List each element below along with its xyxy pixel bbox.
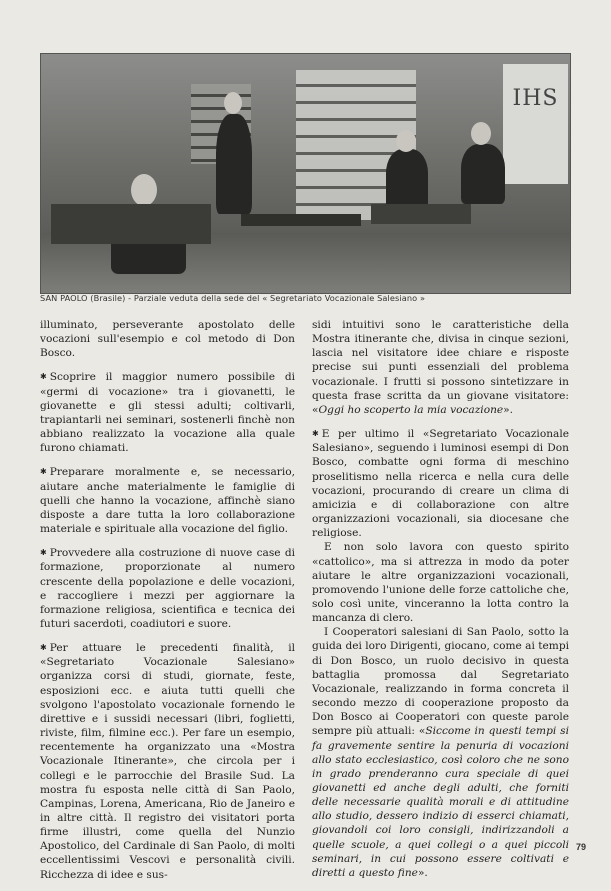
left-column [40, 318, 295, 882]
bullet-icon: ✱ [40, 467, 47, 477]
seated-man-center [386, 149, 428, 209]
head-center [396, 130, 416, 152]
desk-left [51, 204, 211, 244]
paragraph: E non solo lavora con questo spirito «cattolico», ma si attrezza in modo da poter aiutare le altre organizzazioni vocazionali, promovendo l'unione delle forze cattoliche che, solo così unite, vinceranno la lotta contro la mancanza di clero. [312, 541, 569, 625]
banner-text: IHS [512, 86, 559, 111]
head-standing [224, 92, 242, 114]
standing-man [216, 114, 252, 214]
photograph [40, 53, 571, 294]
quote-italic: Siccome in questi tempi si fa gravemente sentire la penuria di vocazioni allo stato ecclesiastico, così coloro che ne sono in grado prenderanno cura speciale di quei giovanetti ed anche degli adulti, che forniti delle necessarie qualità morali e di attitudine allo studio, dessero indizio di esserci chiamati, giovandoli coi loro consigli, indirizzandoli a quelle scuole, a quei collegi o a quei piccoli seminari, in cui possono essere coltivati e diretti a questo fine [312, 725, 569, 879]
paragraph-text: Preparare moralmente e, se necessario, aiutare anche materialmente le famiglie di quelli che hanno la vocazione, affinchè siano disposte a dare tutta la loro collaborazione materiale e spirituale alla vocazione del figlio. [40, 466, 295, 536]
bullet-paragraph [40, 546, 295, 631]
bullet-paragraph [40, 465, 295, 536]
paragraph-text: Scoprire il maggior numero possibile di «germi di vocazione» tra i giovanetti, le giovanette e gli stessi adulti; coltivarli, trapiantarli nei seminari, sostenerli finchè non abbiano realizzato la vocazione alla quale furono chiamati. [40, 371, 295, 455]
paragraph [312, 625, 569, 880]
ihs-banner [503, 64, 568, 184]
bullet-icon: ✱ [312, 429, 319, 439]
quote-italic: Oggi ho scoperto la mia vocazione [318, 403, 504, 416]
head-left [131, 174, 157, 206]
quote-end: ». [417, 866, 428, 879]
paragraph [312, 318, 569, 417]
bullet-icon: ✱ [40, 548, 47, 558]
quote-end: ». [503, 403, 514, 416]
paragraph-text: Provvedere alla costruzione di nuove case di formazione, proporzionate al numero crescente della popolazione e delle vocazioni, e raccogliere i mezzi per aggiornare la formazione religiosa, scientifica e tecnica dei futuri sacerdoti, coadiutori e suore. [40, 547, 295, 630]
right-column [312, 318, 569, 880]
page-number: 79 [576, 842, 587, 852]
paragraph-text: I Cooperatori salesiani di San Paolo, sotto la guida dei loro Dirigenti, giocano, come ai tempi di Don Bosco, un ruolo decisivo in questa battaglia promossa dal Segretariato Vocazionale, realizzando in forma concreta il secondo mezzo di cooperazione proposto da Don Bosco ai Cooperatori con queste parole sempre più attuali: « [312, 626, 569, 738]
bullet-icon: ✱ [40, 372, 47, 382]
desk-middle [241, 214, 361, 226]
bullet-paragraph [40, 370, 295, 455]
seated-man-right [461, 144, 505, 204]
paragraph-text: Per attuare le precedenti finalità, il «Segretariato Vocazionale Salesiano» organizza corsi di studi, giornate, feste, esposizioni ecc. e aiuta tutti quelli che svolgono l'apostolato vocazionale fornendo le direttive e i sussidi necessari (libri, foglietti, riviste, film, filmine ecc.). Per fare un esempio, recentemente ha organizzato una «Mostra Vocazionale Itinerante», che circola per i collegi e le parrocchie del Brasile Sud. La mostra fu esposta nelle città di San Paolo, Campinas, Lorena, Americana, Rio de Janeiro e in altre città. Il registro dei visitatori porta firme illustri, come quella del Nunzio Apostolico, del Cardinale di San Paolo, di molti eccellentissimi Vescovi e personalità civili. Ricchezza di idee e sus- [40, 642, 295, 881]
bullet-icon: ✱ [40, 643, 47, 653]
head-right [471, 122, 491, 145]
bullet-paragraph [312, 427, 569, 540]
desk-right [371, 204, 471, 224]
photo-caption: SAN PAOLO (Brasile) - Parziale veduta della sede del « Segretariato Vocazionale Salesiano » [40, 293, 426, 303]
paragraph-text: sidi intuitivi sono le caratteristiche della Mostra itinerante che, divisa in cinque sezioni, lascia nel visitatore idee chiare e risposte precise sui punti essenziali del problema vocazionale. I frutti si possono sintetizzare in questa frase scritta da un giovane visitatore: « [312, 319, 569, 416]
bullet-paragraph [40, 641, 295, 882]
paragraph-text: E per ultimo il «Segretariato Vocazionale Salesiano», seguendo i luminosi esempi di Don Bosco, combatte ogni forma di meschino proselitismo nella ricerca e nella cura delle vocazioni, procurando di creare un clima di amicizia e di collaborazione con altre organizzazioni vocazionali, sia diocesane che religiose. [312, 428, 569, 540]
paragraph: illuminato, perseverante apostolato delle vocazioni sull'esempio e col metodo di Don Bosco. [40, 319, 295, 360]
